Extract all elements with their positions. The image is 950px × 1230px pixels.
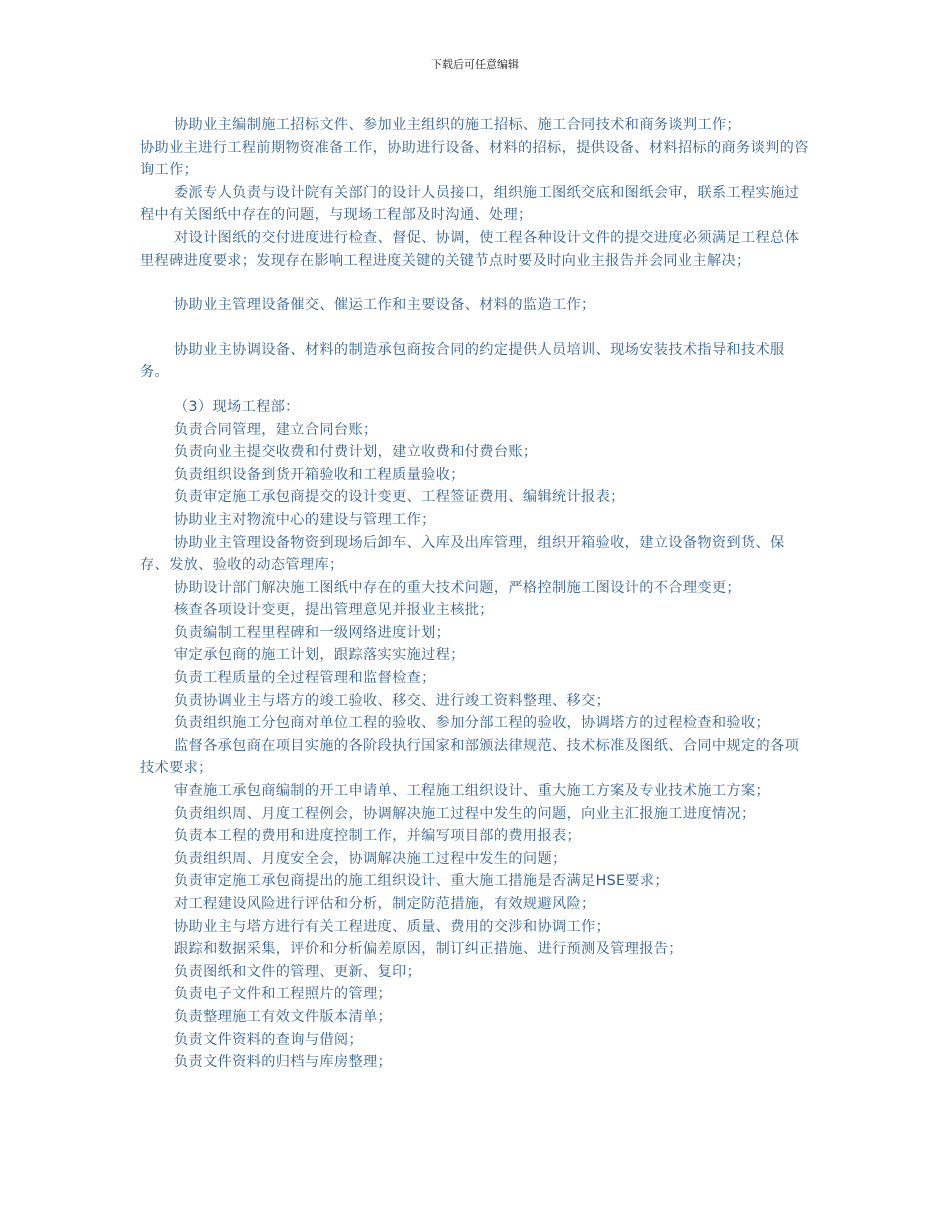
list-item: 负责审定施工承包商提出的施工组织设计、重大施工措施是否满足HSE要求； <box>174 873 669 890</box>
responsibility-list <box>140 419 812 1074</box>
section-heading: （3）现场工程部： <box>174 398 300 415</box>
list-item: 负责合同管理，建立合同台账； <box>174 421 378 438</box>
list-item: 负责协调业主与塔方的竣工验收、移交、进行竣工资料整理、移交； <box>174 692 611 709</box>
list-item: 监督各承包商在项目实施的各阶段执行国家和部颁法律规范、技术标准及图纸、合同中规定的各项技术要求； <box>140 737 800 777</box>
paragraph: 委派专人负责与设计院有关部门的设计人员接口，组织施工图纸交底和图纸会审，联系工程实施过程中有关图纸中存在的问题，与现场工程部及时沟通、处理； <box>140 184 800 224</box>
list-item: 负责电子文件和工程照片的管理； <box>174 986 393 1003</box>
list-item: 核查各项设计变更，提出管理意见并报业主核批； <box>174 602 494 619</box>
paragraph: 对设计图纸的交付进度进行检查、督促、协调，使工程各种设计文件的提交进度必须满足工程总体里程碑进度要求；发现存在影响工程进度关键的关键节点时要及时向业主报告并会同业主解决； <box>140 229 800 269</box>
paragraph: 协助业主管理设备催交、催运工作和主要设备、材料的监造工作； <box>174 297 596 314</box>
list-item: 负责向业主提交收费和付费计划，建立收费和付费台账； <box>174 444 538 461</box>
list-item: 负责工程质量的全过程管理和监督检查； <box>174 670 436 687</box>
list-item: 负责图纸和文件的管理、更新、复印； <box>174 963 422 980</box>
paragraph: 协助业主编制施工招标文件、参加业主组织的施工招标、施工合同技术和商务谈判工作； <box>174 117 741 133</box>
list-item: 负责本工程的费用和进度控制工作，并编写项目部的费用报表； <box>174 828 582 845</box>
paragraph: 协助业主进行工程前期物资准备工作，协助进行设备、材料的招标，提供设备、材料招标的商务谈判的咨询工作； <box>140 139 809 179</box>
list-item: 负责组织设备到货开箱验收和工程质量验收； <box>174 466 465 483</box>
list-item: 负责文件资料的查询与借阅； <box>174 1031 363 1048</box>
page-header: 下载后可任意编辑 <box>431 58 519 71</box>
document-body <box>140 114 812 1074</box>
list-item: 负责组织周、月度安全会，协调解决施工过程中发生的问题； <box>174 850 567 867</box>
list-item: 对工程建设风险进行评估和分析，制定防范措施，有效规避风险； <box>174 896 596 912</box>
list-item: 协助业主对物流中心的建设与管理工作； <box>174 511 436 528</box>
list-item: 负责组织施工分包商对单位工程的验收、参加分部工程的验收，协调塔方的过程检查和验收； <box>174 715 771 732</box>
list-item: 跟踪和数据采集，评价和分析偏差原因，制订纠正措施、进行预测及管理报告； <box>174 941 683 958</box>
list-item: 协助业主管理设备物资到现场后卸车、入库及出库管理，组织开箱验收，建立设备物资到货、保存、发放、验收的动态管理库； <box>140 534 785 574</box>
list-item: 审查施工承包商编制的开工申请单、工程施工组织设计、重大施工方案及专业技术施工方案； <box>174 783 771 800</box>
list-item: 负责编制工程里程碑和一级网络进度计划； <box>174 624 451 641</box>
list-item: 负责审定施工承包商提交的设计变更、工程签证费用、编辑统计报表； <box>174 489 625 506</box>
paragraph: 协助业主协调设备、材料的制造承包商按合同的约定提供人员培训、现场安装技术指导和技术服务。 <box>140 341 785 381</box>
list-item: 协助设计部门解决施工图纸中存在的重大技术问题，严格控制施工图设计的不合理变更； <box>174 579 741 596</box>
list-item: 负责整理施工有效文件版本清单； <box>174 1008 393 1025</box>
list-item: 负责文件资料的归档与库房整理； <box>174 1054 393 1071</box>
list-item: 协助业主与塔方进行有关工程进度、质量、费用的交涉和协调工作； <box>174 918 611 935</box>
list-item: 负责组织周、月度工程例会，协调解决施工过程中发生的问题，向业主汇报施工进度情况； <box>174 805 756 822</box>
list-item: 审定承包商的施工计划，跟踪落实实施过程； <box>174 647 465 664</box>
